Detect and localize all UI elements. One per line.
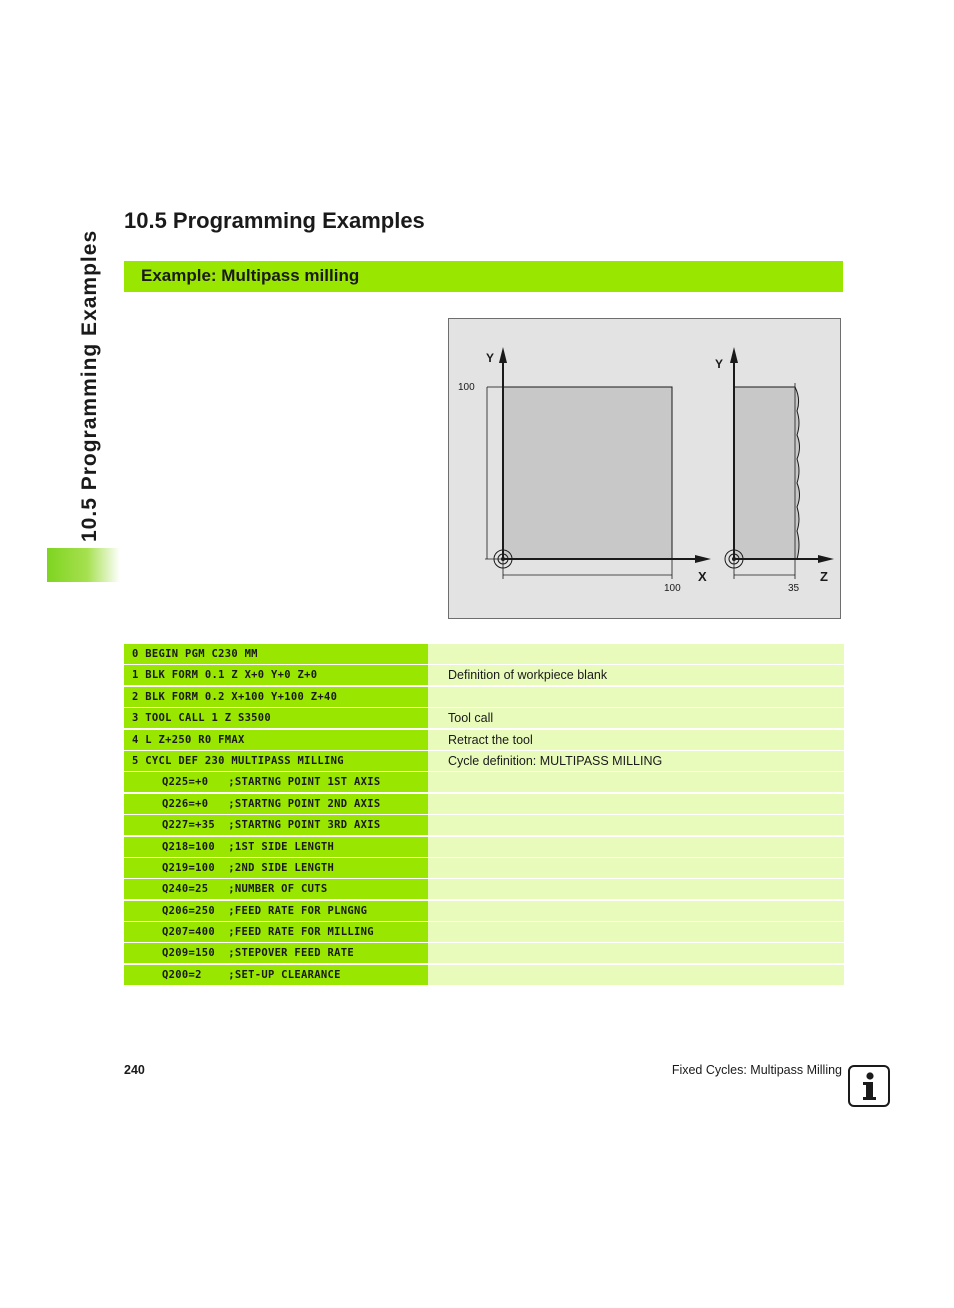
comment-cell: Tool call: [428, 708, 844, 728]
program-row: [124, 815, 844, 836]
program-row: [124, 708, 844, 729]
program-row: [124, 772, 844, 793]
comment-cell: [428, 858, 844, 878]
comment-cell: Cycle definition: MULTIPASS MILLING: [428, 751, 844, 771]
comment-cell: Definition of workpiece blank: [428, 665, 844, 685]
left-y-dimension: 100: [458, 382, 475, 393]
nc-code-cell: Q225=+0 ;STARTNG POINT 1ST AXIS: [124, 772, 428, 792]
comment-cell: [428, 794, 844, 814]
section-title: Example: Multipass milling: [141, 266, 360, 285]
workpiece-top-view: [503, 387, 672, 559]
program-row: [124, 730, 844, 751]
left-y-label: Y: [486, 351, 495, 365]
program-row: [124, 644, 844, 665]
workpiece-side-view: [734, 387, 800, 559]
y-axis-arrow: [730, 347, 738, 363]
workpiece-figure: [448, 318, 841, 619]
side-chapter-tab: [47, 548, 120, 582]
nc-code-cell: Q240=25 ;NUMBER OF CUTS: [124, 879, 428, 899]
nc-code-cell: Q209=150 ;STEPOVER FEED RATE: [124, 943, 428, 963]
program-row: [124, 837, 844, 858]
nc-code-cell: Q200=2 ;SET-UP CLEARANCE: [124, 965, 428, 985]
nc-code-cell: Q207=400 ;FEED RATE FOR MILLING: [124, 922, 428, 942]
page-number: 240: [124, 1063, 145, 1077]
comment-cell: [428, 644, 844, 664]
section-header: [124, 261, 843, 292]
y-axis-arrow: [499, 347, 507, 363]
info-icon[interactable]: [848, 1065, 890, 1107]
program-row: [124, 879, 844, 900]
right-z-label: Z: [820, 569, 828, 584]
nc-code-cell: Q218=100 ;1ST SIDE LENGTH: [124, 837, 428, 857]
nc-code-cell: 3 TOOL CALL 1 Z S3500: [124, 708, 428, 728]
nc-code-cell: 5 CYCL DEF 230 MULTIPASS MILLING: [124, 751, 428, 771]
program-row: [124, 901, 844, 922]
side-chapter-title: 10.5 Programming Examples: [78, 229, 101, 542]
comment-cell: [428, 879, 844, 899]
nc-code-cell: 0 BEGIN PGM C230 MM: [124, 644, 428, 664]
right-y-label: Y: [715, 357, 724, 371]
nc-code-cell: Q219=100 ;2ND SIDE LENGTH: [124, 858, 428, 878]
workpiece-drawing: [449, 319, 842, 620]
comment-cell: Retract the tool: [428, 730, 844, 750]
comment-cell: [428, 772, 844, 792]
x-axis-arrow: [695, 555, 711, 563]
footer-chapter-title: Fixed Cycles: Multipass Milling: [671, 1063, 842, 1077]
z-axis-arrow: [818, 555, 834, 563]
right-z-dimension: 35: [788, 583, 800, 594]
nc-code-cell: Q226=+0 ;STARTNG POINT 2ND AXIS: [124, 794, 428, 814]
comment-cell: [428, 901, 844, 921]
left-x-dimension: 100: [664, 583, 681, 594]
program-row: [124, 965, 844, 986]
nc-code-cell: 1 BLK FORM 0.1 Z X+0 Y+0 Z+0: [124, 665, 428, 685]
program-row: [124, 794, 844, 815]
comment-cell: [428, 687, 844, 707]
comment-cell: [428, 815, 844, 835]
page-title: 10.5 Programming Examples: [124, 208, 425, 233]
comment-cell: [428, 837, 844, 857]
nc-code-cell: Q206=250 ;FEED RATE FOR PLNGNG: [124, 901, 428, 921]
nc-code-cell: 2 BLK FORM 0.2 X+100 Y+100 Z+40: [124, 687, 428, 707]
comment-cell: [428, 943, 844, 963]
program-row: [124, 687, 844, 708]
nc-code-cell: 4 L Z+250 R0 FMAX: [124, 730, 428, 750]
program-row: [124, 665, 844, 686]
comment-cell: [428, 922, 844, 942]
nc-program-table: [124, 644, 844, 986]
left-x-label: X: [698, 569, 707, 584]
comment-cell: [428, 965, 844, 985]
nc-code-cell: Q227=+35 ;STARTNG POINT 3RD AXIS: [124, 815, 428, 835]
program-row: [124, 943, 844, 964]
program-row: [124, 751, 844, 772]
program-row: [124, 922, 844, 943]
program-row: [124, 858, 844, 879]
